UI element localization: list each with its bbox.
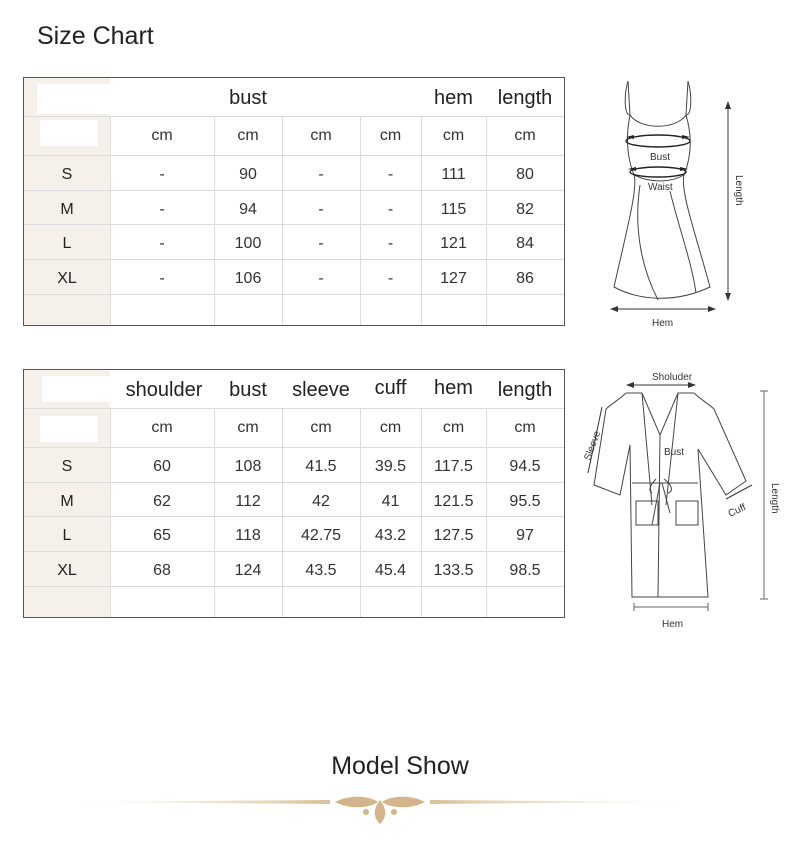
value-cell: 94 xyxy=(239,201,257,218)
value-cell: 97 xyxy=(516,527,534,544)
dress-diagram xyxy=(600,75,760,335)
value-cell: - xyxy=(318,201,324,218)
size-label: XL xyxy=(57,562,77,579)
value-cell: 62 xyxy=(153,493,171,510)
value-cell: 80 xyxy=(516,166,534,183)
value-cell: 84 xyxy=(516,235,534,252)
value-cell: 41.5 xyxy=(305,458,337,475)
size-table-robe xyxy=(23,369,565,618)
size-label: S xyxy=(61,166,73,183)
header-sleeve: sleeve xyxy=(292,379,350,401)
value-cell: 86 xyxy=(516,270,534,287)
value-cell: 108 xyxy=(234,458,262,475)
ornament-divider xyxy=(60,790,740,834)
robe-bust-label: Bust xyxy=(664,447,685,458)
value-cell: 90 xyxy=(239,166,257,183)
unit-cell: cm xyxy=(379,127,402,144)
value-cell: 100 xyxy=(234,235,262,252)
header-length: length xyxy=(497,379,553,401)
header-shoulder: shoulder xyxy=(125,379,203,401)
value-cell: 43.2 xyxy=(374,527,407,544)
value-cell: - xyxy=(387,166,394,183)
unit-cell: cm xyxy=(514,127,536,144)
value-cell: 117.5 xyxy=(434,458,473,475)
header-row xyxy=(24,87,564,117)
robe-length-label: Length xyxy=(769,483,780,514)
size-table-dress xyxy=(23,77,565,326)
size-label: M xyxy=(60,201,74,218)
value-cell: - xyxy=(159,166,165,183)
section-title: Model Show xyxy=(331,752,469,780)
value-cell: - xyxy=(159,201,165,218)
robe-cuff-label: Cuff xyxy=(726,502,748,520)
dress-length-label: Length xyxy=(733,175,744,206)
unit-cell: cm xyxy=(237,419,259,436)
unit-cell: cm xyxy=(310,419,332,436)
value-cell: 121 xyxy=(440,235,467,252)
dress-waist-label: Waist xyxy=(648,182,673,193)
value-cell: - xyxy=(318,166,324,183)
value-cell: - xyxy=(387,235,394,252)
header-length: length xyxy=(497,87,553,109)
value-cell: - xyxy=(318,270,324,287)
robe-shoulder-label: Sholuder xyxy=(652,372,693,383)
header-row xyxy=(24,379,564,409)
unit-cell: cm xyxy=(442,419,465,436)
value-cell: 127 xyxy=(440,270,467,287)
size-label: XL xyxy=(57,270,77,287)
unit-cell: cm xyxy=(379,419,402,436)
value-cell: - xyxy=(387,201,394,218)
value-cell: 111 xyxy=(441,166,466,183)
value-cell: 42.75 xyxy=(300,527,342,544)
value-cell: 43.5 xyxy=(305,562,337,579)
unit-row xyxy=(24,127,564,149)
value-cell: 68 xyxy=(153,562,171,579)
unit-cell: cm xyxy=(514,419,536,436)
value-cell: 124 xyxy=(234,562,262,579)
value-cell: 95.5 xyxy=(509,493,541,510)
value-cell: 45.4 xyxy=(374,562,407,579)
value-cell: 133.5 xyxy=(433,562,474,579)
value-cell: 82 xyxy=(516,201,534,218)
page-title: Size Chart xyxy=(37,22,154,50)
value-cell: - xyxy=(318,235,324,252)
value-cell: 42 xyxy=(312,493,330,510)
unit-cell: cm xyxy=(151,127,173,144)
header-hem: hem xyxy=(434,87,473,109)
value-cell: 94.5 xyxy=(509,458,541,475)
value-cell: 41 xyxy=(381,493,400,510)
value-cell: - xyxy=(387,270,394,287)
value-cell: 39.5 xyxy=(374,458,407,475)
dress-bust-label: Bust xyxy=(650,152,671,163)
value-cell: 60 xyxy=(153,458,171,475)
robe-sleeve-label: Sleeve xyxy=(582,429,604,463)
dress-hem-label: Hem xyxy=(652,318,674,329)
robe-hem-label: Hem xyxy=(662,619,684,630)
value-cell: 118 xyxy=(235,527,261,544)
value-cell: 98.5 xyxy=(509,562,541,579)
size-label: L xyxy=(62,235,72,252)
header-cuff: cuff xyxy=(374,377,407,399)
robe-diagram xyxy=(580,365,790,635)
value-cell: 106 xyxy=(234,270,262,287)
unit-cell: cm xyxy=(310,127,332,144)
value-cell: 115 xyxy=(440,201,467,218)
header-hem: hem xyxy=(434,377,473,399)
size-label: S xyxy=(61,458,73,475)
header-bust: bust xyxy=(229,87,267,109)
value-cell: 121.5 xyxy=(433,493,474,510)
value-cell: - xyxy=(159,270,165,287)
unit-cell: cm xyxy=(237,127,259,144)
value-cell: - xyxy=(159,235,165,252)
size-label: L xyxy=(62,527,72,544)
header-bust: bust xyxy=(229,379,267,401)
unit-row xyxy=(24,419,564,441)
size-label: M xyxy=(60,493,74,510)
value-cell: 127.5 xyxy=(433,527,474,544)
unit-cell: cm xyxy=(442,127,465,144)
value-cell: 65 xyxy=(153,527,171,544)
unit-cell: cm xyxy=(151,419,173,436)
value-cell: 112 xyxy=(235,493,261,510)
